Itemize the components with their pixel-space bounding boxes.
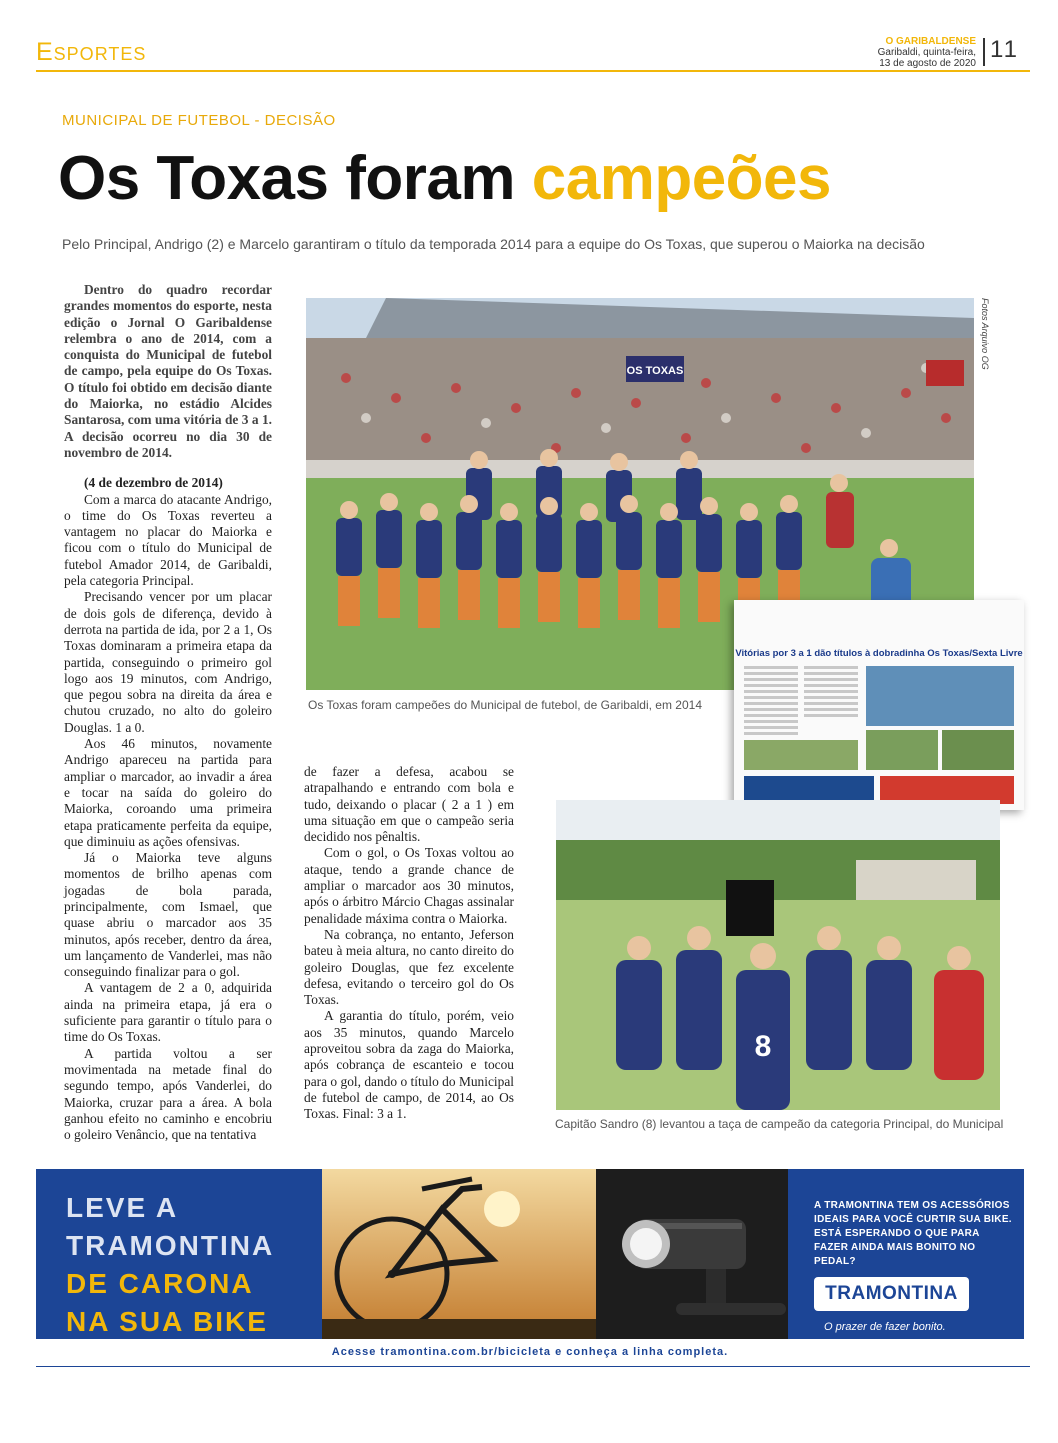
bicycle-silhouette xyxy=(322,1169,596,1339)
paragraph: Precisando vencer por um placar de dois gols de diferença, devido à derrota na partida de ida, por 2 a 1, Os Toxas dominaram a primeira etapa da partida, conseguindo o primeiro gol logo aos 19 minutos, com Andrigo, que pegou sobra na direita da área e chutou cruzado, no alto do goleiro Douglas. 1 a 0. xyxy=(64,589,272,735)
masthead-divider xyxy=(983,38,985,66)
newspaper-clipping xyxy=(734,600,1024,810)
ad-copy: A TRAMONTINA TEM OS ACESSÓRIOS IDEAIS PARA VOCÊ CURTIR SUA BIKE. ESTÁ ESPERANDO O QUE PARA FAZER AINDA MAIS BONITO NO PEDAL? xyxy=(814,1200,1012,1267)
kicker: MUNICIPAL DE FUTEBOL - DECISÃO xyxy=(62,112,336,129)
trophy-photo-caption: Capitão Sandro (8) levantou a taça de campeão da categoria Principal, do Municipal xyxy=(555,1117,1004,1131)
clipping-headline: Vitórias por 3 a 1 dão títulos à dobradinha Os Toxas/Sexta Livre xyxy=(735,648,1023,659)
ad-headline-line-2: TRAMONTINA xyxy=(66,1230,275,1261)
team-photo-caption: Os Toxas foram campeões do Municipal de futebol, de Garibaldi, em 2014 xyxy=(308,698,702,712)
banner-label: OS TOXAS xyxy=(626,365,684,377)
ad-headline-line-1: LEVE A xyxy=(66,1192,179,1223)
paragraph: Aos 46 minutos, novamente Andrigo apareceu na partida para ampliar o marcador, ao invadir a área e tocar na saída do goleiro do Maiorka, coroando uma primeira etapa praticamente perfeita da equipe, que diminuiu as ações ofensivas. xyxy=(64,736,272,849)
text-column-1 xyxy=(64,282,272,1143)
bottom-rule xyxy=(36,1366,1030,1367)
trophy-photo xyxy=(556,800,1000,1110)
tramontina-ad[interactable] xyxy=(36,1169,1024,1339)
lead-paragraph: Dentro do quadro recordar grandes momentos do esporte, nesta edição o Jornal O Garibaldense relembra o ano de 2014, com a conquista do Municipal de futebol de campo, pela equipe do Os Toxas. O título foi obtido em decisão diante do Maiorka, no estádio Alcides Santarosa, com uma vitória de 3 a 1. A decisão ocorreu no dia 30 de novembro de 2014. xyxy=(64,282,272,460)
bike-light-illustration xyxy=(596,1169,788,1339)
paragraph: A partida voltou a ser movimentada na metade final do segundo tempo, após Vanderlei, do Maiorka, cruzar para a área. A bola ganhou efeito no caminho e encobriu o goleiro Venâncio, que na tentativa xyxy=(64,1045,272,1143)
jersey-number: 8 xyxy=(754,1030,772,1063)
ad-headline-line-4: NA SUA BIKE xyxy=(66,1306,268,1337)
masthead xyxy=(876,36,976,69)
date-line-1: Garibaldi, quinta-feira, xyxy=(877,47,976,58)
ad-headline-line-3: DE CARONA xyxy=(66,1268,254,1299)
tramontina-logo[interactable]: TRAMONTINA xyxy=(814,1277,969,1311)
paragraph: Com a marca do atacante Andrigo, o time do Os Toxas reverteu a vantagem no placar do Maiorka e ficou com o título do Municipal de futebol Amador 2014, de Garibaldi, pela categoria Principal. xyxy=(64,491,272,589)
date-line-2: 13 de agosto de 2020 xyxy=(879,58,976,69)
paragraph: Já o Maiorka teve alguns momentos de brilho apenas com jogadas de bola parada, principalmente, com Ismael, que quase abriu o marcador aos 35 minutos, após receber, dentro da área, um lançamento de Vanderlei, mas não conseguindo finalizar para o gol. xyxy=(64,850,272,980)
headline-main: Os Toxas foram xyxy=(58,144,532,213)
section-label: Esportes xyxy=(36,38,147,66)
photo-credit: Fotos Arquivo OG xyxy=(980,298,990,370)
paper-name: O GARIBALDENSE xyxy=(885,36,976,47)
paragraph: A garantia do título, porém, veio aos 35 minutos, quando Marcelo aproveitou sobra da zaga do Maiorka, após cobrança de escanteio e tocou para o gol, dando o título do Municipal de futebol de campo, de 2014, ao Os Toxas. Final: 3 a 1. xyxy=(304,1008,514,1122)
paragraph: Na cobrança, no entanto, Jeferson bateu à meia altura, no canto direito do goleiro Douglas, que fez excelente defesa, evitando o terceiro gol do Os Toxas. xyxy=(304,926,514,1008)
dateline: (4 de dezembro de 2014) xyxy=(84,475,223,491)
header-rule xyxy=(36,70,1030,72)
paragraph: A vantagem de 2 a 0, adquirida ainda na primeira etapa, já era o suficiente para garantir o título para o time do Os Toxas. xyxy=(64,980,272,1045)
trophy-photo-illustration xyxy=(556,800,1000,1110)
bike-light-image xyxy=(596,1169,788,1339)
subhead: Pelo Principal, Andrigo (2) e Marcelo garantiram o título da temporada 2014 para a equipe do Os Toxas, que superou o Maiorka na decisão xyxy=(62,236,925,252)
ad-footer-link[interactable]: Acesse tramontina.com.br/bicicleta e conheça a linha completa. xyxy=(331,1346,729,1358)
paragraph: Com o gol, o Os Toxas voltou ao ataque, tendo a grande chance de ampliar o marcador aos 30 minutos, após o árbitro Márcio Chagas assinalar penalidade máxima contra o Maiorka. xyxy=(304,845,514,926)
paragraph: de fazer a defesa, acabou se atrapalhando e entrando com bola e tudo, deixando o placar ( 2 a 1 ) em uma situação em que o campeão seria decidido nos pênaltis. xyxy=(304,764,514,845)
bicycle-image xyxy=(322,1169,596,1339)
ad-slogan: O prazer de fazer bonito. xyxy=(824,1321,946,1333)
headline xyxy=(58,138,831,220)
headline-accent: campeões xyxy=(531,144,832,213)
page-number: 11 xyxy=(990,36,1019,63)
text-column-2 xyxy=(304,764,514,1123)
clipping-illustration xyxy=(734,600,1024,810)
